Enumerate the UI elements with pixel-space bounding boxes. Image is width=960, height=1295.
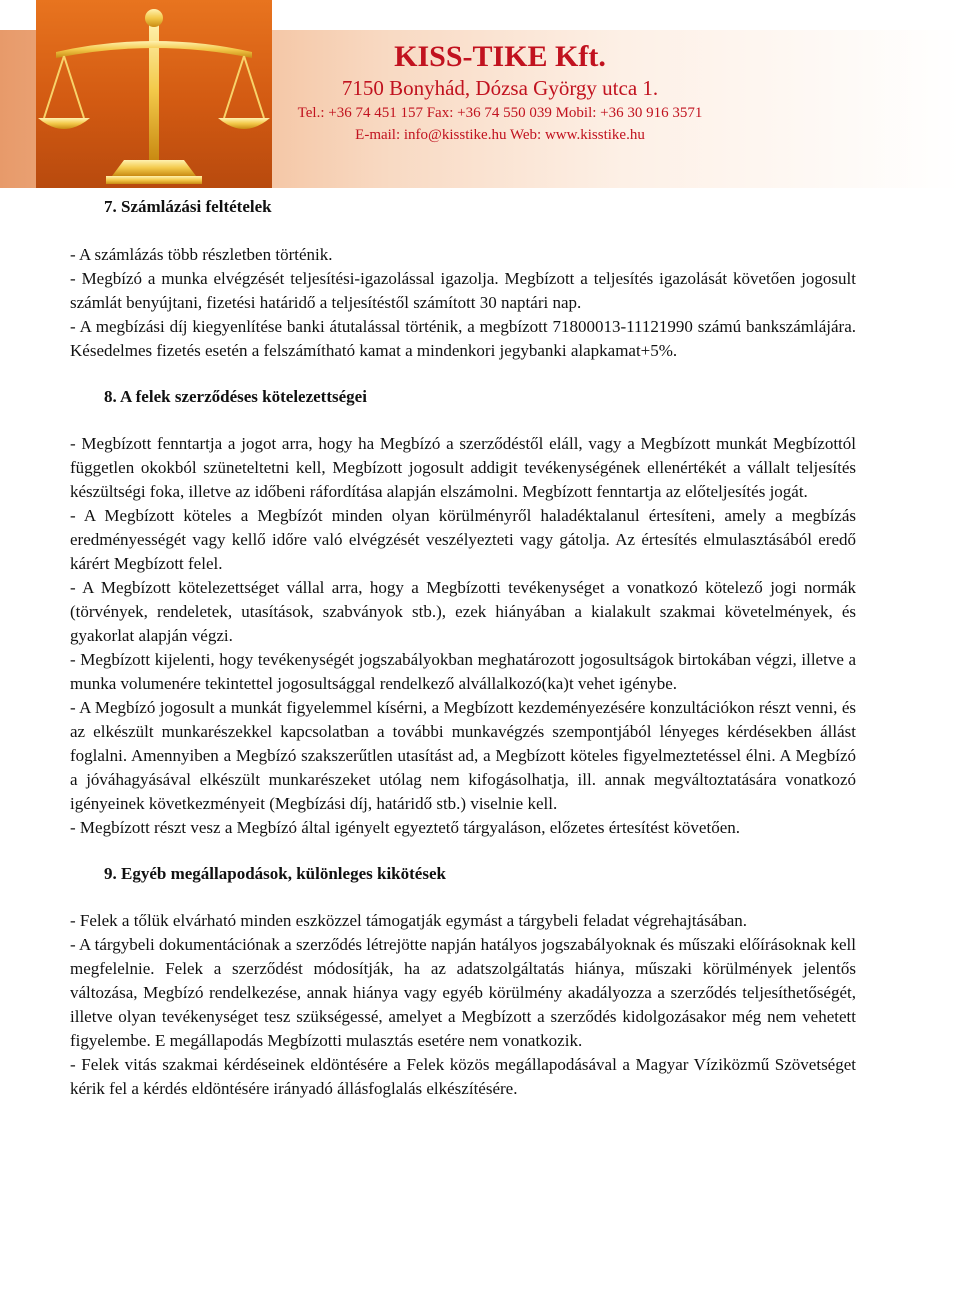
paragraph: - A Megbízott köteles a Megbízót minden olyan körülményről haladéktalanul értesíteni, amely a megbízás eredményességét vagy kellő időre való elvégzését veszélyezteti vagy gátolja. Az értesítés elmulasztásából eredő kárért Megbízott felel. <box>70 506 856 573</box>
company-name: KISS-TIKE Kft. <box>394 40 606 73</box>
company-info <box>240 40 760 146</box>
paragraph: - A megbízási díj kiegyenlítése banki átutalással történik, a megbízott 71800013-11121990 számú bankszámlájára. Késedelmes fizetés esetén a felszámítható kamat a mindenkori jegybanki alapkamat+5%. <box>70 317 856 360</box>
logo <box>36 0 272 188</box>
paragraph: - Megbízott fenntartja a jogot arra, hogy ha Megbízó a szerződéstől eláll, vagy a Megbízott munkát Megbízottól független okokból szüneteltetni kell, Megbízott jogosult addigit tevékenységének ellenértékét a vállalt teljesítés készültségi foka, illetve az időbeni ráfordítása alapján elszámolni. Megbízott fenntartja az előteljesítés jogát. <box>70 434 856 501</box>
company-contact: Tel.: +36 74 451 157 Fax: +36 74 550 039 Mobil: +36 30 916 3571 <box>297 105 703 121</box>
paragraph: - A Megbízott kötelezettséget vállal arra, hogy a Megbízotti tevékenységet a vonatkozó kötelező jogi normák (törvények, rendeletek, utasítások, szabványok stb.), ezek hiányában a kialakult szakmai követelmények, és gyakorlat alapján végzi. <box>70 578 856 645</box>
paragraph: - Megbízó a munka elvégzését teljesítési-igazolással igazolja. Megbízott a teljesítés igazolását követően jogosult számlát benyújtani, fizetési határidő a teljesítéstől számított 30 naptári nap. <box>70 269 856 312</box>
scales-of-justice-icon <box>36 0 272 188</box>
paragraph: - Felek a tőlük elvárható minden eszközzel támogatják egymást a tárgybeli feladat végrehajtásában. <box>70 911 748 930</box>
paragraph: - Megbízott kijelenti, hogy tevékenységét jogszabályokban meghatározott jogosultságok birtokában végzi, illetve a munka volumenére tekintettel jogosultsággal rendelkező alvállalkozó(ka)t vehet igénybe. <box>70 650 856 693</box>
section-title: 7. Számlázási feltételek <box>104 197 272 216</box>
paragraph: - A számlázás több részletben történik. <box>70 245 333 264</box>
paragraph: - A Megbízó jogosult a munkát figyelemmel kísérni, a Megbízott kezdeményezésére konzultációkon részt venni, és az elkészült munkarészekkel kapcsolatban a további munkavégzés szempontjából lényeges kérdésekben állást foglalni. Amennyiben a Megbízó szakszerűtlen utasítást ad, a Megbízott köteles figyelmeztetéssel élni. A Megbízó a jóváhagyásával elkészült munkarészeket utólag nem kifogásolhatja, ill. annak megváltoztatására vonatkozó igényeinek következményeit (Megbízási díj, határidő stb.) viselnie kell. <box>70 698 856 813</box>
paragraph: - Felek vitás szakmai kérdéseinek eldöntésére a Felek közös megállapodásával a Magyar Víziközmű Szövetséget kérik fel a kérdés eldöntésére irányadó állásfoglalás elkészítésére. <box>70 1055 856 1098</box>
section-9 <box>70 862 856 1101</box>
section-8 <box>70 385 856 840</box>
section-title: 9. Egyéb megállapodások, különleges kikötések <box>104 864 446 883</box>
section-7 <box>70 195 856 363</box>
section-title: 8. A felek szerződéses kötelezettségei <box>104 387 367 406</box>
company-address: 7150 Bonyhád, Dózsa György utca 1. <box>341 76 659 100</box>
paragraph: - Megbízott részt vesz a Megbízó által igényelt egyeztető tárgyaláson, előzetes értesítést követően. <box>70 818 740 837</box>
document-body <box>70 195 856 1101</box>
company-email-web: E-mail: info@kisstike.hu Web: www.kisstike.hu <box>355 127 645 143</box>
paragraph: - A tárgybeli dokumentációnak a szerződés létrejötte napján hatályos jogszabályoknak és műszaki előírásoknak kell megfelelnie. Felek a szerződést módosítják, ha az adatszolgáltatás hiánya, műszaki körülmények jelentős változása, Megbízó rendelkezése, annak hiánya vagy egyéb körülmény akadályozza a szerződés teljesíthetőségét, illetve olyan tevékenységet tesz szükségessé, amelyet a Megbízott a szerződés kidolgozásakor még nem vehetett figyelembe. E megállapodás Megbízotti mulasztás esetére nem vonatkozik. <box>70 935 856 1050</box>
